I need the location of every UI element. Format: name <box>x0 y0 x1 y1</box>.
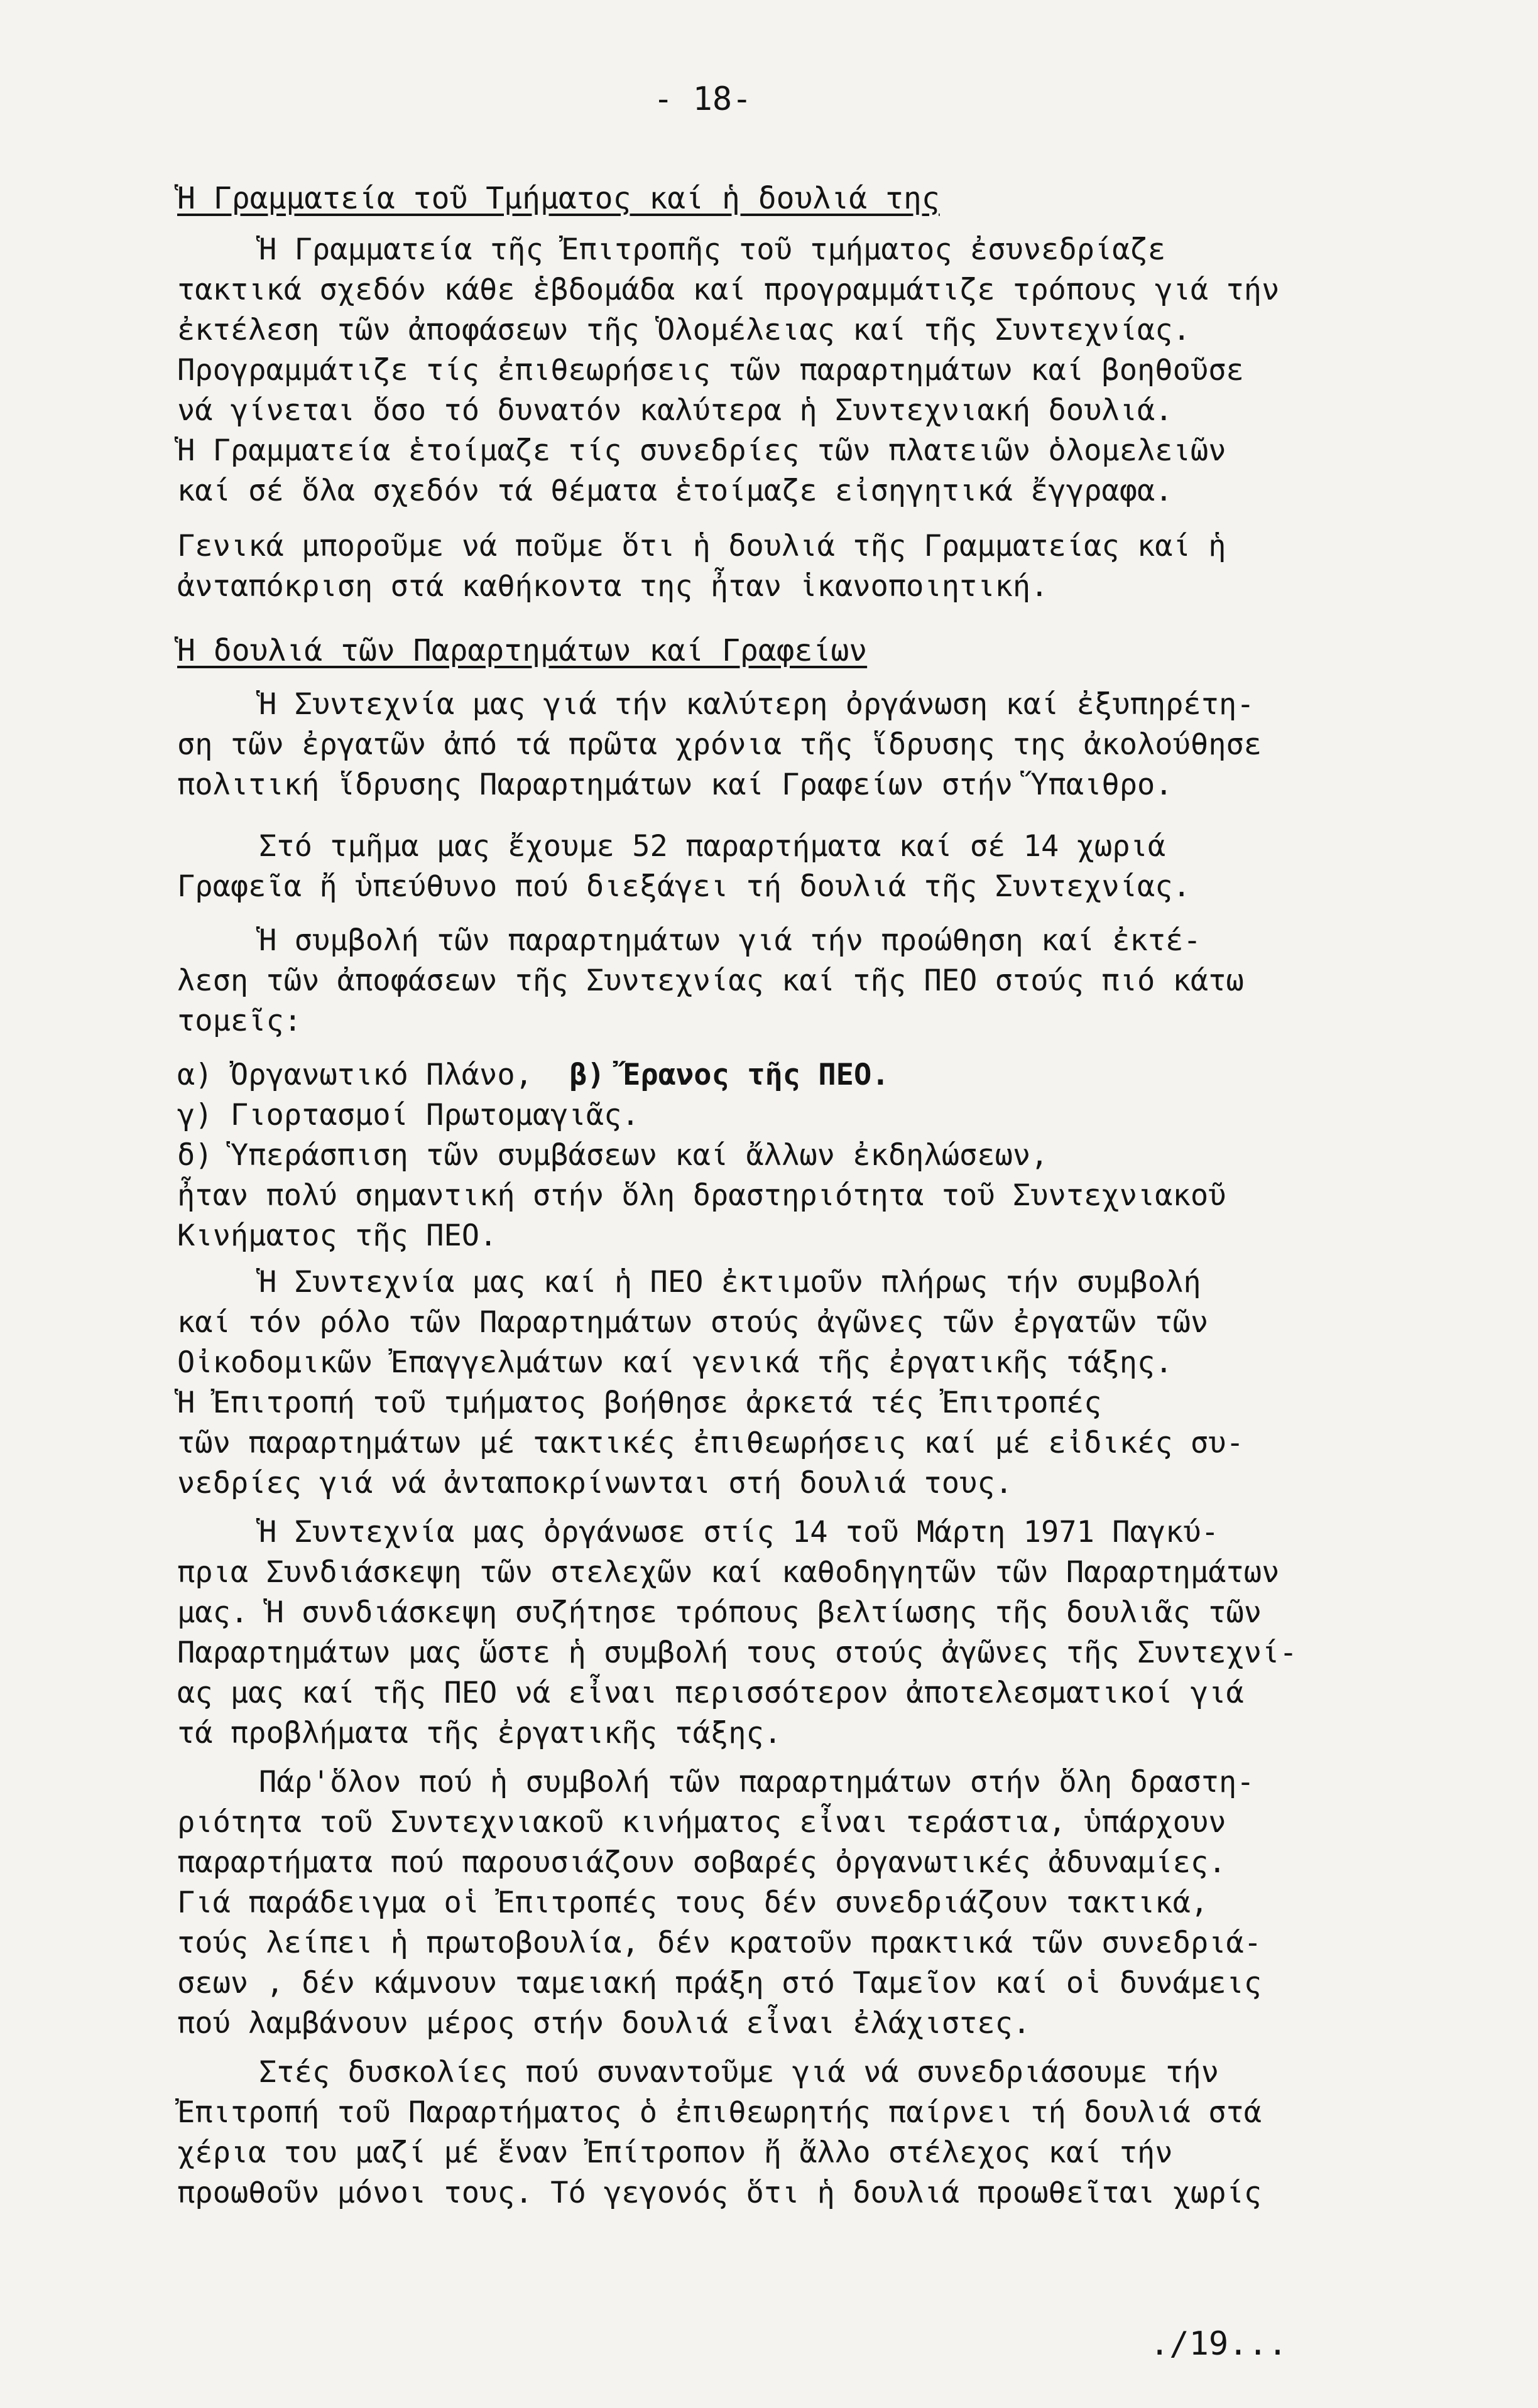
text-line: Ἡ Συντεχνία μας γιά τήν καλύτερη ὀργάνωση καί ἐξυπηρέτη- <box>259 687 1255 722</box>
page-number: - 18- <box>653 80 752 118</box>
text-line: νά γίνεται ὅσο τό δυνατόν καλύτερα ἡ Συντεχνιακή δουλιά. <box>177 393 1173 428</box>
text-line: τούς λείπει ἡ πρωτοβουλία, δέν κρατοῦν πρακτικά τῶν συνεδριά- <box>177 1926 1262 1960</box>
text-line: Οἰκοδομικῶν Ἐπαγγελμάτων καί γενικά τῆς ἐργατικῆς τάξης. <box>177 1345 1173 1380</box>
text-line: Ἐπιτροπή τοῦ Παραρτήματος ὁ ἐπιθεωρητής παίρνει τή δουλιά στά <box>177 2095 1262 2130</box>
paragraph-difficulties <box>177 2053 1339 2213</box>
text-line: προωθοῦν μόνοι τους. Τό γεγονός ὅτι ἡ δουλιά προωθεῖται χωρίς <box>177 2176 1262 2210</box>
text-line: ας μας καί τῆς ΠΕΟ νά εἶναι περισσότερον ἀποτελεσματικοί γιά <box>177 1676 1244 1710</box>
paragraph-secretariat <box>177 230 1339 511</box>
text-line: ἦταν πολύ σημαντική στήν ὅλη δραστηριότητα τοῦ Συντεχνιακοῦ <box>177 1178 1226 1213</box>
text-line: λεση τῶν ἀποφάσεων τῆς Συντεχνίας καί τῆς ΠΕΟ στούς πιό κάτω <box>177 963 1244 998</box>
list-item-d: δ) Ὑπεράσπιση τῶν συμβάσεων καί ἄλλων ἐκδηλώσεων, <box>177 1138 1049 1173</box>
text-line: πολιτική ἵδρυσης Παραρτημάτων καί Γραφείων στήν Ὕπαιθρο. <box>177 767 1173 802</box>
text-line: Παραρτημάτων μας ὥστε ἡ συμβολή τους στούς ἀγῶνες τῆς Συντεχνί- <box>177 1635 1297 1670</box>
list-item-b: β) Ἔρανος τῆς ΠΕΟ. <box>569 1058 890 1092</box>
paragraph-branches-contribution <box>177 921 1339 1041</box>
text-line: πρια Συνδιάσκεψη τῶν στελεχῶν καί καθοδηγητῶν τῶν Παραρτημάτων <box>177 1555 1280 1590</box>
text-line: Ἡ Συντεχνία μας ὀργάνωσε στίς 14 τοῦ Μάρτη 1971 Παγκύ- <box>259 1515 1219 1549</box>
list-item-c: γ) Γιορτασμοί Πρωτομαγιᾶς. <box>177 1098 640 1132</box>
text-line: ριότητα τοῦ Συντεχνιακοῦ κινήματος εἶναι τεράστια, ὑπάρχουν <box>177 1805 1226 1840</box>
text-line: Προγραμμάτιζε τίς ἐπιθεωρήσεις τῶν παραρτημάτων καί βοηθοῦσε <box>177 353 1244 388</box>
section-heading-branches: Ἡ δουλιά τῶν Παραρτημάτων καί Γραφείων <box>177 633 868 668</box>
text-line: ἐκτέλεση τῶν ἀποφάσεων τῆς Ὁλομέλειας καί τῆς Συντεχνίας. <box>177 313 1191 347</box>
list-sectors <box>177 1055 1339 1256</box>
text-line: τομεῖς: <box>177 1004 302 1038</box>
text-line: τῶν παραρτημάτων μέ τακτικές ἐπιθεωρήσεις καί μέ εἰδικές συ- <box>177 1426 1244 1460</box>
paragraph-conference <box>177 1512 1339 1754</box>
text-line: καί σέ ὅλα σχεδόν τά θέματα ἑτοίμαζε εἰσηγητικά ἔγγραφα. <box>177 474 1173 508</box>
text-line: παραρτήματα πού παρουσιάζουν σοβαρές ὀργανωτικές ἀδυναμίες. <box>177 1845 1226 1880</box>
text-line: Ἡ Γραμματεία ἑτοίμαζε τίς συνεδρίες τῶν πλατειῶν ὁλομελειῶν <box>177 433 1226 468</box>
text-line: Γενικά μποροῦμε νά ποῦμε ὅτι ἡ δουλιά τῆς Γραμματείας καί ἡ <box>177 529 1226 563</box>
text-line: τακτικά σχεδόν κάθε ἑβδομάδα καί προγραμμάτιζε τρόπους γιά τήν <box>177 273 1280 307</box>
text-line: χέρια του μαζί μέ ἕναν Ἐπίτροπον ἤ ἄλλο στέλεχος καί τήν <box>177 2135 1173 2170</box>
text-line: ση τῶν ἐργατῶν ἀπό τά πρῶτα χρόνια τῆς ἵδρυσης της ἀκολούθησε <box>177 727 1262 762</box>
text-line: Ἡ Συντεχνία μας καί ἡ ΠΕΟ ἐκτιμοῦν πλήρως τήν συμβολή <box>259 1265 1201 1299</box>
text-line: Πάρ'ὅλον πού ἡ συμβολή τῶν παραρτημάτων στήν ὅλη δραστη- <box>259 1765 1255 1799</box>
text-line: μας. Ἡ συνδιάσκεψη συζήτησε τρόπους βελτίωσης τῆς δουλιᾶς τῶν <box>177 1595 1262 1630</box>
paragraph-union-appreciation <box>177 1262 1339 1504</box>
text-line: Στές δυσκολίες πού συναντοῦμε γιά νά συνεδριάσουμε τήν <box>259 2055 1219 2090</box>
paragraph-branches-intro <box>177 685 1339 805</box>
text-line: καί τόν ρόλο τῶν Παραρτημάτων στούς ἀγῶνες τῶν ἐργατῶν τῶν <box>177 1305 1209 1340</box>
text-line: Γιά παράδειγμα οἱ Ἐπιτροπές τους δέν συνεδριάζουν τακτικά, <box>177 1885 1209 1920</box>
text-line: ἀνταπόκριση στά καθήκοντα της ἦταν ἱκανοποιητική. <box>177 569 1049 604</box>
text-line: Στό τμῆμα μας ἔχουμε 52 παραρτήματα καί σέ 14 χωριά <box>259 829 1166 864</box>
text-line: τά προβλήματα τῆς ἐργατικῆς τάξης. <box>177 1716 782 1750</box>
text-line: Ἡ συμβολή τῶν παραρτημάτων γιά τήν προώθηση καί ἐκτέ- <box>259 923 1201 958</box>
text-line: πού λαμβάνουν μέρος στήν δουλιά εἶναι ἐλάχιστες. <box>177 2006 1031 2041</box>
text-line: σεων , δέν κάμνουν ταμειακή πράξη στό Ταμεῖον καί οἱ δυνάμεις <box>177 1966 1262 2000</box>
paragraph-branches-count <box>177 827 1339 907</box>
text-line: Ἡ Γραμματεία τῆς Ἐπιτροπῆς τοῦ τμήματος ἐσυνεδρίαζε <box>259 232 1166 267</box>
paragraph-weaknesses <box>177 1762 1339 2044</box>
text-line: Ἡ Ἐπιτροπή τοῦ τμήματος βοήθησε ἀρκετά τές Ἐπιτροπές <box>177 1386 1102 1420</box>
continuation-marker: ./19... <box>1150 2325 1288 2363</box>
section-heading-secretariat: Ἡ Γραμματεία τοῦ Τμήματος καί ἡ δουλιά της <box>177 181 940 216</box>
paragraph-secretariat-summary <box>177 526 1339 607</box>
text-line: Γραφεῖα ἤ ὑπεύθυνο πού διεξάγει τή δουλιά τῆς Συντεχνίας. <box>177 869 1191 904</box>
text-line: νεδρίες γιά νά ἀνταποκρίνωνται στή δουλιά τους. <box>177 1466 1013 1500</box>
list-item-a: α) Ὀργανωτικό Πλάνο, <box>177 1058 533 1092</box>
text-line: Κινήματος τῆς ΠΕΟ. <box>177 1218 498 1253</box>
list-item <box>177 1055 1339 1095</box>
